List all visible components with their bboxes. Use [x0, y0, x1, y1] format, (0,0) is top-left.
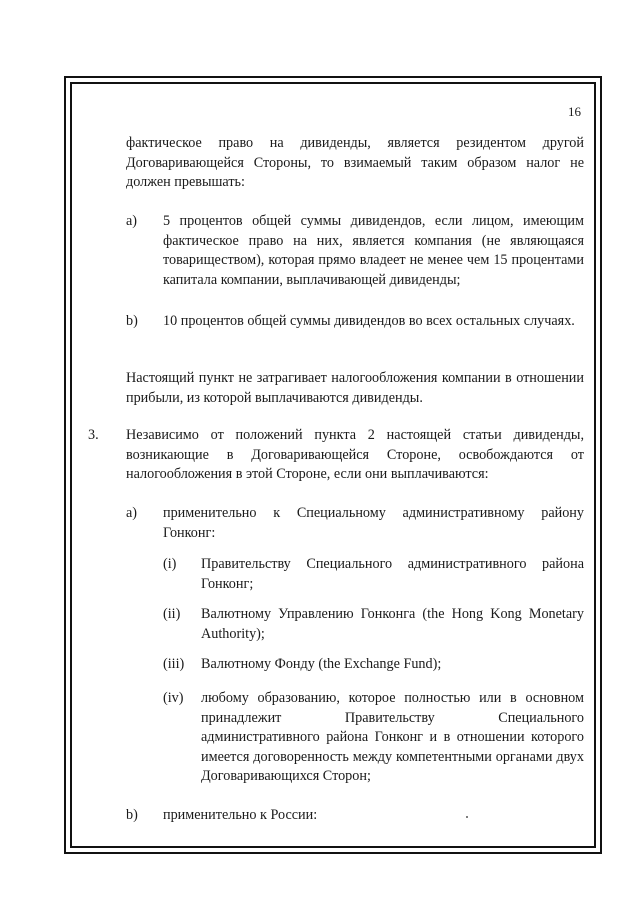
closing-paragraph: Настоящий пункт не затрагивает налогообложения компании в отношении прибыли, из которой выплачиваются дивиденды.	[126, 370, 584, 406]
sub-a-text: применительно к Специальному административному району Гонконг:	[163, 505, 584, 541]
roman-ii-label: (ii)	[163, 606, 181, 622]
intro-paragraph: фактическое право на дивиденды, является резидентом другой Договаривающейся Стороны, то взимаемый таким образом налог не должен превышать:	[126, 135, 584, 191]
item-a-label: a)	[126, 213, 138, 229]
scan-speck	[466, 816, 468, 818]
item-b-text: 10 процентов общей суммы дивидендов во всех остальных случаях.	[163, 313, 575, 329]
roman-iv-text: любому образованию, которое полностью или в основном принадлежит Правительству Специального административного района Гонконг и в отношении которого имеется договоренность между компетентными органами двух Договаривающихся Сторон;	[201, 690, 584, 785]
item-b-label: b)	[126, 313, 138, 329]
roman-i-text: Правительству Специального административного района Гонконг;	[201, 556, 584, 592]
item-a-text: 5 процентов общей суммы дивидендов, если лицом, имеющим фактическое право на них, является компания (не являющаяся товариществом), которая прямо владеет не менее чем 15 процентами капитала компании, выплачивающей дивиденды;	[163, 213, 584, 288]
paragraph-3-label: 3.	[88, 427, 99, 443]
roman-ii-text: Валютному Управлению Гонконга (the Hong Kong Monetary Authority);	[201, 606, 584, 642]
page-number: 16	[568, 104, 581, 119]
roman-i-label: (i)	[163, 556, 177, 572]
sub-a-label: a)	[126, 505, 138, 521]
roman-iv-label: (iv)	[163, 690, 184, 706]
sub-b-text: применительно к России:	[163, 807, 318, 823]
roman-iii-label: (iii)	[163, 656, 185, 672]
paragraph-3-text: Независимо от положений пункта 2 настоящей статьи дивиденды, возникающие в Договаривающейся Стороне, освобождаются от налогообложения в этой Стороне, если они выплачиваются:	[126, 427, 584, 483]
sub-b-label: b)	[126, 807, 138, 823]
roman-iii-text: Валютному Фонду (the Exchange Fund);	[201, 656, 442, 672]
